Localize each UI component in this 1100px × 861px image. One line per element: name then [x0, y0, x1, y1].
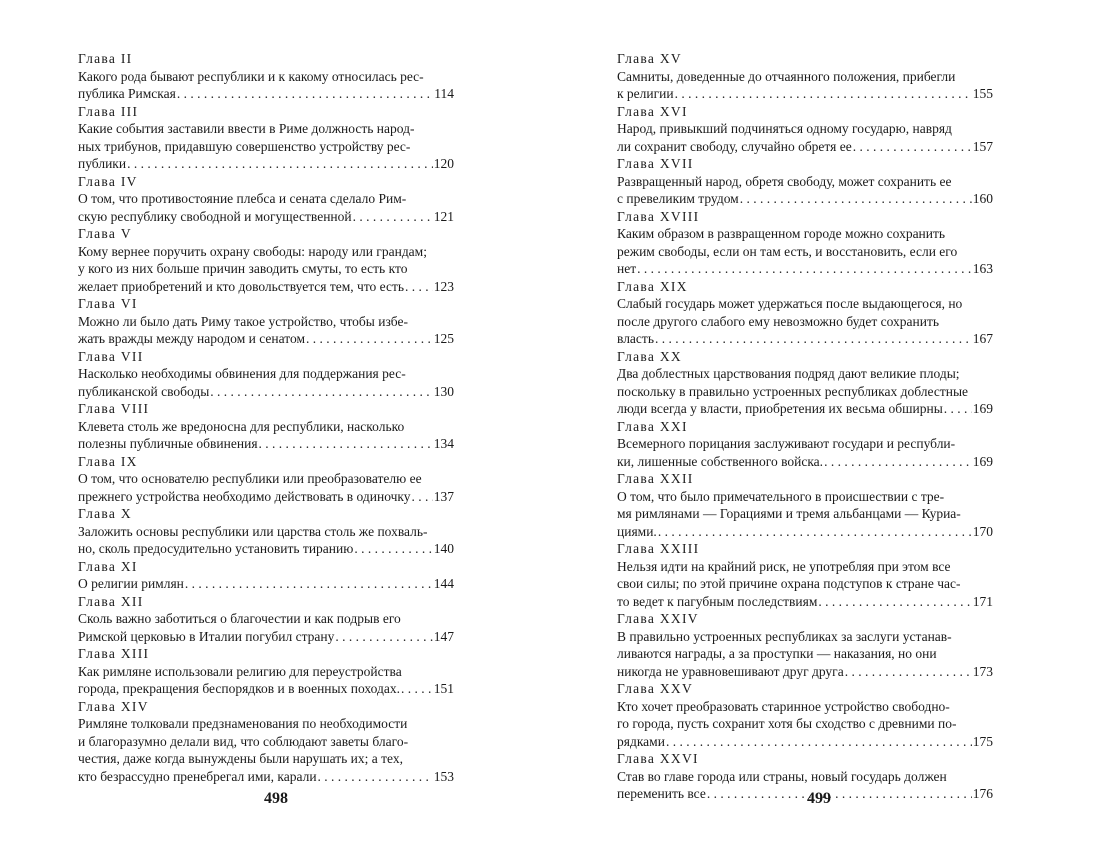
page-reference: 114 [434, 86, 454, 101]
chapter-title-text: с превеликим трудом [617, 191, 739, 206]
chapter-title-line: Самниты, доведенные до отчаянного положения, прибегли [617, 68, 956, 84]
chapter-label: Глава XV [617, 51, 682, 66]
chapter-label: Глава VI [78, 296, 138, 311]
chapter-title-last-line [617, 400, 993, 418]
dot-leader [824, 453, 972, 471]
page-reference: 160 [972, 191, 993, 206]
page-reference: 147 [433, 628, 454, 644]
toc-entry [78, 103, 454, 173]
toc-entry [78, 225, 454, 295]
chapter-title-line: Сколь важно заботиться о благочестии и как подрыв его [78, 611, 401, 626]
chapter-title-last-line [78, 208, 454, 226]
chapter-title-last-line [617, 733, 993, 751]
page-reference: 175 [972, 733, 993, 749]
chapter-title-last-line [78, 628, 454, 646]
dot-leader [177, 85, 433, 103]
chapter-title-line: О том, что основателю республики или преобразователю ее [78, 471, 422, 486]
chapter-title-line: честия, даже когда вынуждены были нарушать их; а тех, [78, 751, 403, 766]
dot-leader [675, 85, 972, 103]
page-reference: 134 [433, 436, 454, 451]
chapter-title-last-line [617, 593, 993, 611]
toc-entry [78, 505, 454, 558]
toc-entry [78, 453, 454, 506]
chapter-label: Глава XIII [78, 646, 150, 661]
chapter-title-text: публики [78, 156, 127, 171]
chapter-title-last-line [78, 330, 454, 348]
toc-entry [617, 155, 993, 208]
toc-entry [78, 348, 454, 401]
chapter-label: Глава IV [78, 173, 138, 189]
chapter-label: Глава XIX [617, 278, 688, 294]
chapter-title-text: прежнего устройства необходимо действовать в одиночку [78, 488, 411, 504]
chapter-title-last-line [78, 435, 454, 453]
toc-entry [617, 103, 993, 156]
toc-entry [617, 470, 993, 540]
dot-leader [944, 400, 972, 418]
page-reference: 153 [433, 768, 454, 784]
dot-leader [655, 330, 972, 348]
toc-entry [617, 418, 993, 471]
page-number-right: 499 [807, 790, 831, 807]
chapter-label: Глава XXI [617, 418, 688, 434]
chapter-label: Глава XIV [78, 698, 149, 714]
toc-entry [617, 278, 993, 348]
chapter-label: Глава VIII [78, 401, 150, 416]
chapter-title-text: люди всегда у власти, приобретения их весьма обширны [617, 401, 943, 416]
page-reference: 120 [433, 156, 454, 171]
chapter-label: Глава V [78, 226, 132, 241]
chapter-title-text: желает приобретений и кто довольствуется тем, что есть [78, 278, 405, 294]
page-reference: 125 [433, 331, 454, 346]
toc-entry [78, 50, 454, 103]
chapter-title-line: Два доблестных царствования подряд дают великие плоды; [617, 366, 960, 381]
toc-entry [617, 348, 993, 418]
chapter-title-line: Всемерного порицания заслуживают государи и республи- [617, 436, 956, 451]
dot-leader [637, 260, 972, 278]
chapter-label: Глава XXIII [617, 541, 700, 556]
toc-entry [78, 593, 454, 646]
toc-entry [617, 208, 993, 278]
chapter-title-last-line [617, 453, 993, 471]
chapter-label: Глава II [78, 51, 133, 66]
chapter-title-line: свои силы; по этой причине охрана подступов к стране час- [617, 576, 961, 591]
dot-leader [740, 190, 972, 208]
page-reference: 176 [972, 786, 993, 801]
chapter-title-last-line [78, 85, 454, 103]
chapter-title-last-line [78, 540, 454, 558]
chapter-title-last-line [78, 155, 454, 173]
page-reference: 123 [433, 278, 454, 294]
left-page-toc [78, 50, 454, 785]
chapter-title-last-line [78, 575, 454, 593]
page-reference: 144 [433, 576, 454, 591]
chapter-title-text: нет [617, 261, 637, 276]
page-reference: 169 [972, 401, 993, 416]
dot-leader [127, 155, 433, 173]
chapter-title-line: О том, что было примечательного в происшествии с тре- [617, 488, 945, 504]
chapter-title-last-line [617, 138, 993, 156]
chapter-title-text: жать вражды между народом и сенатом [78, 331, 305, 346]
page-reference: 155 [972, 86, 993, 101]
chapter-title-line: Каким образом в развращенном городе можно сохранить [617, 226, 946, 241]
dot-leader [658, 523, 972, 541]
chapter-title-text: публиканской свободы [78, 383, 210, 399]
chapter-title-line: Заложить основы республики или царства столь же похваль- [78, 523, 428, 539]
chapter-title-line: ных трибунов, придавшую совершенство устройству рес- [78, 138, 411, 154]
chapter-title-text: циями. [617, 523, 657, 539]
chapter-title-text: Римской церковью в Италии погубил страну [78, 628, 335, 644]
chapter-label: Глава XVI [617, 103, 688, 119]
chapter-title-last-line [617, 663, 993, 681]
chapter-title-line: Нельзя идти на крайний риск, не употребляя при этом все [617, 558, 951, 574]
chapter-title-line: го города, пусть сохранит хотя бы сходство с древними по- [617, 716, 957, 731]
chapter-label: Глава XXIV [617, 611, 699, 626]
chapter-title-line: Можно ли было дать Риму такое устройство, чтобы избе- [78, 313, 408, 329]
chapter-title-line: Какие события заставили ввести в Риме должность народ- [78, 121, 415, 136]
page-reference: 140 [433, 541, 454, 556]
chapter-title-line: после другого слабого ему невозможно будет сохранить [617, 313, 940, 329]
chapter-title-line: Клевета столь же вредоносна для республики, насколько [78, 418, 405, 434]
toc-entry [78, 558, 454, 593]
dot-leader [354, 540, 432, 558]
chapter-title-text: кто безрассудно пренебрегал ими, карали [78, 768, 317, 784]
dot-leader [845, 663, 972, 681]
dot-leader [306, 330, 433, 348]
chapter-title-text: рядками [617, 733, 665, 749]
chapter-title-last-line [617, 85, 993, 103]
dot-leader [259, 435, 433, 453]
chapter-title-line: Став во главе города или страны, новый государь должен [617, 768, 947, 784]
chapter-title-line: ливаются награды, а за проступки — наказания, но они [617, 646, 937, 661]
chapter-title-line: у кого из них больше причин заводить смуты, то есть кто [78, 261, 408, 276]
toc-entry [78, 698, 454, 786]
page-reference: 163 [972, 261, 993, 276]
chapter-title-text: ки, лишенные собственного войска. [617, 453, 824, 469]
chapter-title-line: Народ, привыкший подчиняться одному государю, навряд [617, 121, 952, 136]
chapter-title-text: О религии римлян [78, 576, 184, 591]
chapter-title-line: Насколько необходимы обвинения для поддержания рес- [78, 366, 406, 381]
chapter-label: Глава X [78, 506, 132, 521]
chapter-label: Глава XVIII [617, 208, 700, 224]
page-reference: 171 [972, 593, 993, 609]
chapter-title-last-line [78, 278, 454, 296]
page-reference: 151 [433, 681, 454, 696]
chapter-title-line: Кому вернее поручить охрану свободы: народу или грандам; [78, 243, 427, 259]
toc-entry [617, 610, 993, 680]
page-reference: 130 [433, 383, 454, 399]
chapter-title-last-line [78, 383, 454, 401]
chapter-title-text: то ведет к пагубным последствиям [617, 593, 818, 609]
page-reference: 167 [972, 331, 993, 346]
page-reference: 121 [433, 208, 454, 224]
toc-entry [617, 50, 993, 103]
chapter-title-text: полезны публичные обвинения [78, 436, 258, 451]
chapter-title-last-line [617, 260, 993, 278]
chapter-title-line: и благоразумно делали вид, что соблюдают заветы благо- [78, 733, 409, 749]
page-number-left: 498 [264, 790, 288, 807]
dot-leader [401, 680, 433, 698]
chapter-title-line: Кто хочет преобразовать старинное устройство свободно- [617, 698, 950, 714]
chapter-label: Глава XXII [617, 471, 694, 486]
toc-entry [78, 645, 454, 698]
dot-leader [412, 488, 433, 506]
chapter-title-text: но, сколь предосудительно установить тиранию [78, 541, 354, 556]
dot-leader [666, 733, 972, 751]
page-reference: 169 [972, 453, 993, 469]
dot-leader [210, 383, 432, 401]
chapter-title-line: поскольку в правильно устроенных республиках доблестные [617, 383, 969, 399]
dot-leader [853, 138, 972, 156]
chapter-label: Глава XXVI [617, 751, 699, 766]
dot-leader [318, 768, 433, 786]
chapter-title-last-line [78, 680, 454, 698]
chapter-title-line: Развращенный народ, обретя свободу, может сохранить ее [617, 173, 952, 189]
chapter-title-line: мя римлянами — Горациями и тремя альбанцами — Куриа- [617, 506, 961, 521]
chapter-title-text: никогда не уравновешивают друг друга [617, 663, 844, 679]
chapter-label: Глава XX [617, 348, 682, 364]
page-reference: 137 [433, 488, 454, 504]
toc-entry [78, 295, 454, 348]
page-reference: 173 [972, 663, 993, 679]
page-reference: 157 [972, 138, 993, 154]
chapter-title-last-line [617, 190, 993, 208]
right-page-toc [617, 50, 993, 803]
toc-entry [617, 540, 993, 610]
chapter-title-line: О том, что противостояние плебса и сената сделало Рим- [78, 191, 407, 206]
chapter-title-text: власть [617, 331, 654, 346]
dot-leader [353, 208, 433, 226]
chapter-title-line: Какого рода бывают республики и к какому относилась рес- [78, 68, 424, 84]
chapter-title-text: переменить все [617, 786, 706, 801]
chapter-label: Глава XII [78, 593, 144, 609]
dot-leader [335, 628, 432, 646]
dot-leader [405, 278, 433, 296]
toc-entry [78, 173, 454, 226]
chapter-title-line: Как римляне использовали религию для переустройства [78, 663, 402, 679]
chapter-label: Глава VII [78, 348, 144, 364]
chapter-title-last-line [617, 330, 993, 348]
dot-leader [818, 593, 971, 611]
chapter-title-last-line [78, 768, 454, 786]
chapter-title-line: режим свободы, если он там есть, и восстановить, если его [617, 243, 958, 259]
chapter-title-line: Слабый государь может удержаться после выдающегося, но [617, 296, 963, 311]
toc-entry [617, 680, 993, 750]
chapter-title-line: В правильно устроенных республиках за заслуги устанав- [617, 628, 952, 644]
chapter-title-text: публика Римская [78, 86, 176, 101]
chapter-label: Глава XXV [617, 681, 694, 696]
chapter-title-last-line [617, 523, 993, 541]
chapter-title-text: ли сохранит свободу, случайно обретя ее [617, 138, 852, 154]
dot-leader [185, 575, 433, 593]
chapter-label: Глава XVII [617, 156, 694, 171]
chapter-title-text: города, прекращения беспорядков и в военных походах. [78, 681, 400, 696]
page-reference: 170 [972, 523, 993, 539]
chapter-label: Глава III [78, 103, 139, 119]
toc-entry [78, 400, 454, 453]
chapter-label: Глава XI [78, 558, 138, 574]
chapter-title-last-line [78, 488, 454, 506]
chapter-title-text: скую республику свободной и могущественной [78, 208, 352, 224]
chapter-label: Глава IX [78, 453, 138, 469]
chapter-title-text: к религии [617, 86, 674, 101]
chapter-title-line: Римляне толковали предзнаменования по необходимости [78, 716, 408, 731]
